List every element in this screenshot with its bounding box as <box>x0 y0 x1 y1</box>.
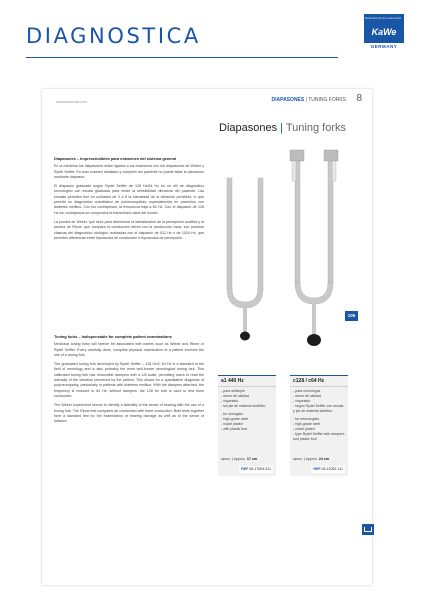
logo-country: GERMANY <box>370 44 398 49</box>
length-value: 24 cm <box>318 457 330 461</box>
chapter-tab: 105 <box>345 311 358 321</box>
product-features <box>218 387 276 434</box>
logo-tagline: Medizintechnik aus Leidenschaft <box>364 17 401 20</box>
length-value: 17 cm <box>246 457 258 461</box>
english-paragraph: The Weber experiment serves to identify a laterality of the sense of hearing with the use of a tuning fork. The Rinne test compares air conduction with bone conduction. Both tests together form a standard test for the examination of hearing damage as well as of the sense of balance. <box>54 403 204 424</box>
feature-en: - high-grade steel <box>221 417 273 422</box>
tray-icon <box>364 527 372 532</box>
running-head-sep: | <box>305 97 307 103</box>
product-title: c128 / c64 Hz <box>290 376 348 387</box>
logo-brand: KaWe <box>371 27 397 37</box>
english-heading: Tuning forks – Indispensable for complete patient examinations <box>54 334 172 339</box>
feature-es: - para neurólogos <box>293 389 345 394</box>
section-title-es: Diapasones <box>219 122 278 134</box>
tuning-fork-a1-image <box>220 144 270 354</box>
feature-en: - for neurologists <box>293 417 345 422</box>
section-title <box>219 122 346 134</box>
site-url[interactable]: www.kawemed.com <box>56 100 87 104</box>
feature-en: - high-grade steel <box>293 422 345 427</box>
catalog-page <box>42 89 372 585</box>
section-title-en: Tuning forks <box>285 122 346 134</box>
feature-es: - niquelado <box>293 399 345 404</box>
product-length <box>293 457 329 462</box>
running-head <box>272 97 347 103</box>
length-label: aprox. | approx. <box>221 457 246 461</box>
page-number: 8 <box>356 93 362 104</box>
feature-es: - según Rydel Seiffer con escala y pie de material sintético <box>293 404 345 414</box>
spanish-paragraph: La prueba de Weber, que sirve para determinar la lateralización de la percepción auditiva y la prueba de Rinne, que compara la conducción aérea con la conducción ósea, son pruebas clásicas del diagnóstico otológico realizadas con el diapasón de 512 Hz o de 1024 Hz, que permiten diferenciar entre hipoacusia de conducción e hipoacusia de percepción. <box>54 219 204 240</box>
feature-es: - niquelado <box>221 399 273 404</box>
ref-label: REF <box>241 467 249 471</box>
feature-es: - acero de calidad <box>221 394 273 399</box>
catalog-title: DIAGNOSTICA <box>26 24 201 48</box>
spanish-heading: Diapasones – Imprescindibles para exámenes del sistema general <box>54 156 177 161</box>
feature-es: - acero de calidad <box>293 394 345 399</box>
spanish-paragraph: En la medicina los diapasones están ligados a los exámenes con los diapasones de Weber y Rydel Seiffer. En todo examen detallado y completo del paciente no puede faltar la valoración mediante diapasón. <box>54 164 204 179</box>
feature-en: - nickel plated <box>293 427 345 432</box>
section-title-sep: | <box>280 122 284 134</box>
running-head-es: DIAPASONES <box>271 97 305 103</box>
english-paragraph: The graduated tuning fork developed by Rydel Seiffer – 128 Hz/C 64 Hz is a standard in the field of neurology and is also probably the most well-known neurological tuning fork. This calibrated tuning fork has removable dampers with a 1/8 scale, permitting users to read the intensity of the vibration perceived by the patient. This allows for a quantitative diagnosis of polyneuropathy, particularly in patients with diabetes mellitus. With the dampers attached, the frequency is reduced to 64 Hz; without dampers, the 128 Hz fork is used to test bone conduction. <box>54 362 204 398</box>
feature-en: - nickel plated <box>221 422 273 427</box>
logo-box <box>364 14 404 43</box>
english-paragraph: Medicinal tuning forks will forever be associated with names such as Weber and Rinne or Rydel Seiffer. Every carefully done, complete physical examination of a patient involves the use of a tuning fork. <box>54 342 204 357</box>
english-text-column <box>54 334 204 428</box>
product-card <box>218 375 276 476</box>
product-length <box>221 457 257 462</box>
kawe-logo <box>364 14 404 52</box>
product-features <box>290 387 348 444</box>
product-ref <box>239 466 273 473</box>
product-card <box>290 375 348 476</box>
feature-en: - with plastic foot <box>221 427 273 432</box>
running-head-en: TUNING FORKS <box>308 97 346 103</box>
tuning-forks-image <box>212 144 352 359</box>
length-label: aprox. | approx. <box>293 457 318 461</box>
header-divider <box>26 57 338 58</box>
ref-value: 06.12052.111 <box>321 467 343 471</box>
product-title: a1 440 Hz <box>218 376 276 387</box>
feature-es: - para anillo/pie <box>221 389 273 394</box>
product-ref <box>311 466 345 473</box>
ref-value: 06.17004.011 <box>249 467 271 471</box>
tuning-fork-c128-image <box>284 144 344 359</box>
catalog-tab-icon <box>362 524 374 535</box>
feature-en: - for otologists <box>221 412 273 417</box>
feature-es: - sin pie de material sintético <box>221 404 273 409</box>
spanish-text-column <box>54 156 204 245</box>
feature-en: - type Rydel Seiffer with dampers and plastic foot <box>293 432 345 442</box>
ref-label: REF <box>313 467 321 471</box>
spanish-paragraph: El diapasón graduado según Rydel Seiffer de 128 Hz/64 Hz es un útil de diagnóstico neurológico con escala graduada para medir la sensibilidad vibratoria del paciente. Las escalas permiten leer en unidades de 0 a 8 la intensidad de la vibración percibida, lo que permite un diagnóstico cuantitativo de polineuropatías, especialmente en pacientes con diabetes mellitus. Con los contrapesos, la frecuencia baja a 64 Hz. Con el diapasón de 128 Hz sin contrapesos se comprueba la transmisión ósea del sonido. <box>54 184 204 215</box>
